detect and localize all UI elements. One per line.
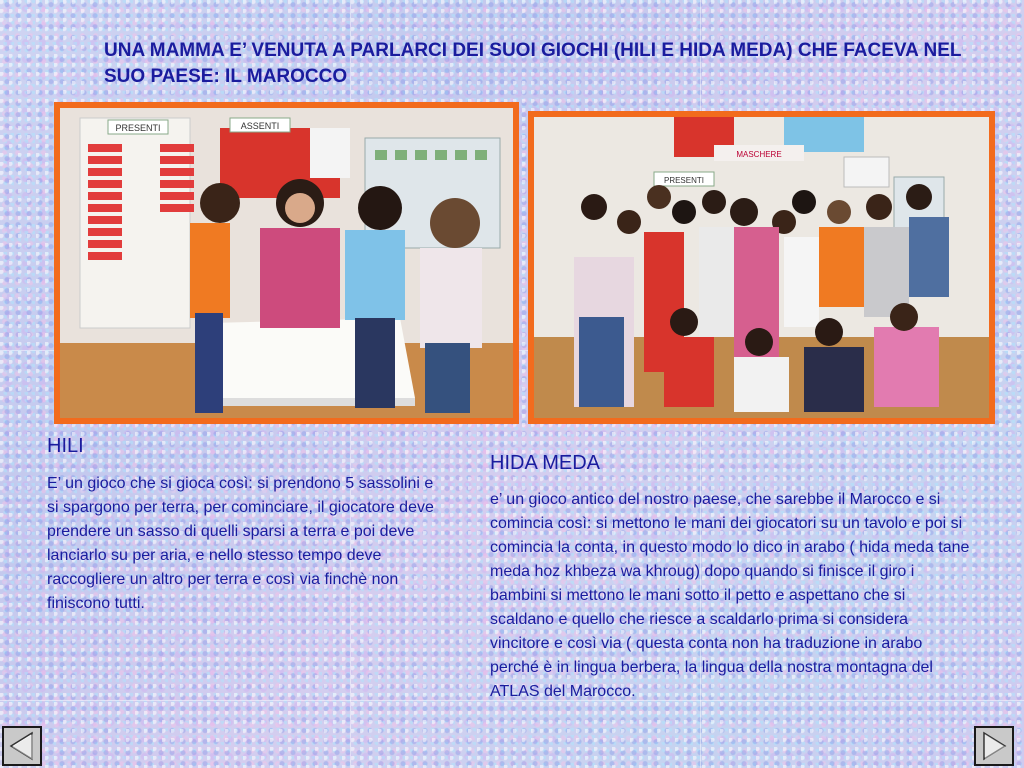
triangle-right-icon — [976, 728, 1012, 764]
triangle-left-icon — [4, 728, 40, 764]
previous-slide-button[interactable] — [2, 726, 42, 766]
photo-class-group — [528, 111, 995, 424]
sign-maschere: MASCHERE — [736, 150, 782, 159]
text-hida-meda: e’ un gioco antico del nostro paese, che sarebbe il Marocco e si comincia così: si mettono le mani dei giocatori su un tavolo e poi si comincia la conta, in questo modo lo dico in arabo ( hida meda tane meda hoz khbeza wa khroug) dopo quando si finisce il giro i bambini si mettono le mani sotto il petto e aspettano che si scaldano e quello che riesce a scaldarlo prima si considera vincitore e così via ( questa conta non ha traduzione in arabo perché è in lingua berbera, la lingua della nostra montagna del ATLAS del Marocco. — [490, 491, 970, 700]
next-slide-button[interactable] — [974, 726, 1014, 766]
heading-hida-meda: HIDA MEDA — [490, 452, 601, 474]
sign-assenti: ASSENTI — [240, 121, 280, 131]
photo-hili-game — [54, 102, 519, 424]
sign-presenti-2: PRESENTI — [663, 176, 705, 185]
slide-title: UNA MAMMA E’ VENUTA A PARLARCI DEI SUOI GIOCHI (HILI E HIDA MEDA) CHE FACEVA NEL SUO PAESE: IL MAROCCO — [104, 40, 962, 87]
text-hili: E’ un gioco che si gioca così: si prendono 5 sassolini e si spargono per terra, per cominciare, il giocatore deve prendere un sasso di quelli sparsi a terra e poi deve lanciarlo su per aria, e nello stesso tempo deve raccogliere un altro per terra e così via finchè non finiscono tutti. — [47, 475, 434, 612]
sign-presenti: PRESENTI — [115, 123, 161, 133]
heading-hili: HILI — [47, 435, 84, 457]
